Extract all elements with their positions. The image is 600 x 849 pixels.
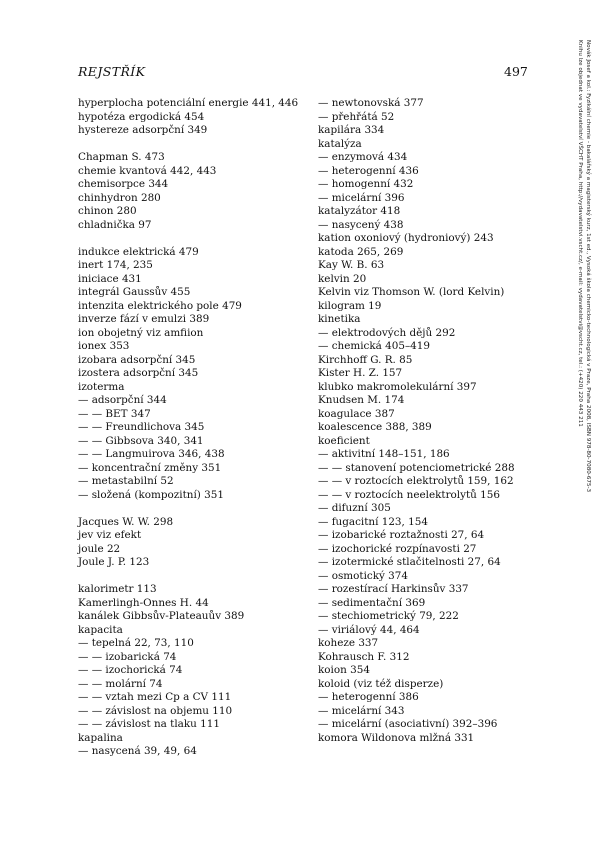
- index-entry: — viriálový 44, 464: [318, 623, 420, 636]
- index-entry: kapacita: [78, 623, 123, 636]
- index-entry: Kister H. Z. 157: [318, 367, 403, 379]
- index-entry: izostera adsorpční 345: [78, 367, 199, 379]
- index-entry: — izochorické rozpínavosti 27: [318, 542, 477, 555]
- index-entry: Kay W. B. 63: [318, 259, 385, 271]
- index-entry: ionex 353: [78, 340, 130, 352]
- index-entry: — — stanovení potenciometrické 288: [318, 461, 515, 474]
- side-note-line: Novák Josef a kol.: Fyzikální chemie - bakalářský a magisterský kurz, 1st ed., Vysoká škola chemicko-technologická v Praze, Praha 2008, ISBN 978-80-7080-675-3: [585, 40, 591, 493]
- index-entry: intenzita elektrického pole 479: [78, 299, 242, 312]
- index-entry: klubko makromolekulární 397: [318, 380, 477, 393]
- index-entry: — difuzní 305: [318, 502, 391, 514]
- group-spacer: [78, 502, 293, 516]
- index-entry: Joule J. P. 123: [78, 556, 150, 568]
- index-entry: komora Wildonova mlžná 331: [318, 731, 475, 744]
- index-entry: — osmotický 374: [318, 569, 409, 582]
- index-entry: — — v roztocích neelektrolytů 156: [318, 488, 500, 501]
- index-entry: joule 22: [78, 542, 121, 555]
- index-entry: iniciace 431: [78, 272, 142, 285]
- group-spacer: [78, 232, 293, 246]
- index-entry: — heterogenní 436: [318, 164, 419, 177]
- index-entry: — koncentrační změny 351: [78, 461, 222, 474]
- side-note-line: Knihu lze objednat ve vydavatelství VŠCHT Praha, http://vydavatelstvi.vscht.cz/, e-mail: vydavatelstvi@vscht.cz, tel.: (+420) 220 443 211: [577, 40, 583, 427]
- index-entry: chladnička 97: [78, 218, 152, 231]
- index-entry: — enzymová 434: [318, 151, 408, 163]
- index-entry: — newtonovská 377: [318, 97, 424, 109]
- index-entry: — — BET 347: [78, 407, 151, 420]
- index-entry: chinhydron 280: [78, 191, 161, 204]
- index-entry: — — závislost na tlaku 111: [78, 718, 220, 730]
- index-entry: koalescence 388, 389: [318, 421, 432, 433]
- index-entry: — stechiometrický 79, 222: [318, 610, 459, 622]
- index-entry: Jacques W. W. 298: [78, 515, 174, 528]
- index-entry: — metastabilní 52: [78, 475, 174, 487]
- index-entry: koeficient: [318, 434, 370, 447]
- index-entry: — — izobarická 74: [78, 650, 177, 663]
- index-entry: — elektrodových dějů 292: [318, 326, 456, 339]
- index-entry: inverze fází v emulzi 389: [78, 313, 210, 325]
- index-entry: — rozestírací Harkinsův 337: [318, 583, 469, 595]
- index-entry: — fugacitní 123, 154: [318, 515, 428, 528]
- group-spacer: [78, 570, 293, 584]
- index-entry: — adsorpční 344: [78, 394, 167, 406]
- index-entry: — micelární (asociativní) 392–396: [318, 718, 498, 730]
- index-entry: hyperplocha potenciální energie 441, 446: [78, 97, 299, 109]
- index-entry: katoda 265, 269: [318, 245, 404, 258]
- index-entry: ion obojetný viz amfiion: [78, 326, 204, 339]
- index-entry: Kamerlingh-Onnes H. 44: [78, 596, 209, 609]
- index-entry: — — v roztocích elektrolytů 159, 162: [318, 475, 514, 487]
- index-entry: chemie kvantová 442, 443: [78, 164, 217, 177]
- index-entry: izobara adsorpční 345: [78, 353, 196, 366]
- index-entry: kinetika: [318, 313, 361, 325]
- index-entry: Kelvin viz Thomson W. (lord Kelvin): [318, 286, 505, 298]
- index-entry: chemisorpce 344: [78, 178, 169, 190]
- index-entry: — složená (kompozitní) 351: [78, 488, 224, 501]
- index-entry: koheze 337: [318, 637, 379, 649]
- index-entry: — aktivitní 148–151, 186: [318, 448, 450, 460]
- index-entry: — nasycená 39, 49, 64: [78, 745, 197, 757]
- index-entry: chinon 280: [78, 205, 137, 217]
- index-entry: — sedimentační 369: [318, 596, 426, 609]
- index-entry: katalyzátor 418: [318, 205, 401, 217]
- index-entry: integrál Gaussův 455: [78, 286, 191, 298]
- index-entry: — micelární 396: [318, 191, 405, 204]
- index-entry: — homogenní 432: [318, 178, 414, 190]
- index-entry: Chapman S. 473: [78, 151, 165, 163]
- index-right-column: [318, 97, 533, 745]
- index-entry: katalýza: [318, 137, 362, 150]
- index-entry: — — Langmuirova 346, 438: [78, 448, 225, 460]
- index-entry: — — Freundlichova 345: [78, 421, 205, 433]
- index-entry: kelvin 20: [318, 272, 367, 285]
- index-entry: hystereze adsorpční 349: [78, 124, 208, 136]
- index-entry: kation oxoniový (hydroniový) 243: [318, 232, 494, 244]
- index-entry: inert 174, 235: [78, 259, 153, 271]
- index-entry: — izotermické stlačitelnosti 27, 64: [318, 556, 501, 568]
- index-entry: indukce elektrická 479: [78, 245, 199, 258]
- index-entry: — izobarické roztažnosti 27, 64: [318, 529, 485, 541]
- index-entry: hypotéza ergodická 454: [78, 110, 205, 123]
- index-entry: — — izochorická 74: [78, 664, 183, 676]
- index-entry: Kohrausch F. 312: [318, 650, 410, 663]
- index-entry: Knudsen M. 174: [318, 394, 405, 406]
- index-entry: — tepelná 22, 73, 110: [78, 637, 194, 649]
- index-entry: — — vztah mezi Cp a CV 111: [78, 691, 232, 703]
- side-copyright-note: [566, 40, 592, 730]
- index-entry: koloid (viz též disperze): [318, 677, 444, 690]
- page-header-title: REJSTŘÍK: [78, 64, 146, 79]
- index-entry: — přehřátá 52: [318, 110, 395, 123]
- index-left-column: [78, 97, 299, 759]
- index-entry: — micelární 343: [318, 704, 405, 717]
- index-entry: kilogram 19: [318, 299, 382, 312]
- index-entry: — chemická 405–419: [318, 340, 431, 352]
- index-entry: izoterma: [78, 380, 125, 393]
- page-number: 497: [504, 64, 528, 79]
- index-entry: kalorimetr 113: [78, 583, 157, 595]
- index-entry: — heterogenní 386: [318, 691, 419, 703]
- index-entry: jev viz efekt: [78, 529, 142, 541]
- index-entry: — — závislost na objemu 110: [78, 704, 233, 717]
- index-entry: koagulace 387: [318, 407, 395, 420]
- index-entry: koion 354: [318, 664, 370, 676]
- group-spacer: [78, 138, 293, 152]
- index-entry: kanálek Gibbsův-Plateauův 389: [78, 610, 245, 622]
- index-entry: kapalina: [78, 731, 123, 744]
- index-entry: — — Gibbsova 340, 341: [78, 434, 204, 447]
- index-entry: Kirchhoff G. R. 85: [318, 353, 413, 366]
- index-entry: — — molární 74: [78, 677, 163, 690]
- index-entry: kapilára 334: [318, 124, 385, 136]
- index-entry: — nasycený 438: [318, 218, 404, 231]
